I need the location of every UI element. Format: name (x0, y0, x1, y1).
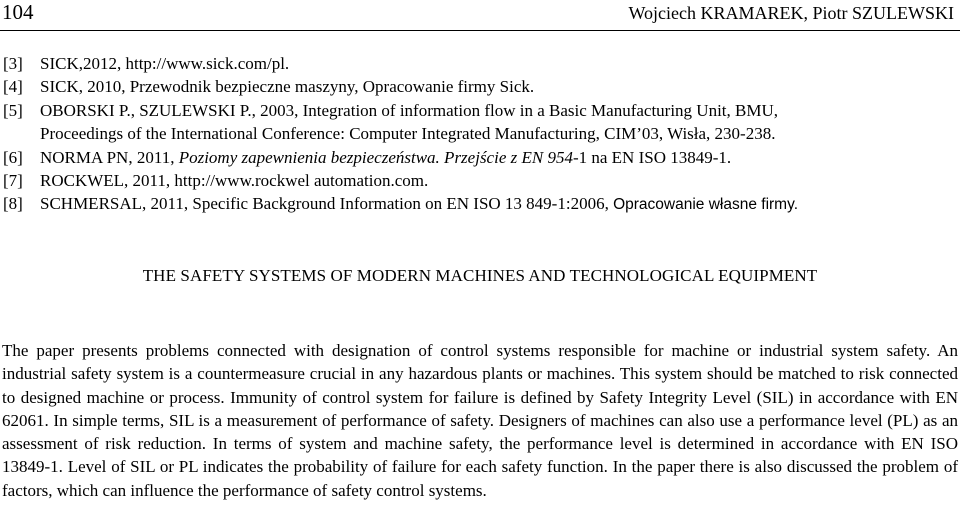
reference-text (40, 99, 958, 146)
reference-8 (0, 192, 960, 215)
page-header (0, 0, 960, 31)
reference-number: [4] (3, 77, 23, 97)
running-authors: Wojciech KRAMAREK, Piotr SZULEWSKI (628, 3, 954, 23)
reference-main: SCHMERSAL, 2011, Specific Background Information on EN ISO 13 849-1:2006, (40, 194, 614, 214)
reference-number: [3] (3, 54, 23, 73)
reference-number: [8] (3, 194, 23, 214)
reference-number: [7] (3, 170, 23, 190)
reference-text (40, 146, 958, 169)
reference-text: ROCKWEL, 2011, http://www.rockwel automation.com. (40, 170, 429, 190)
paper-title: THE SAFETY SYSTEMS OF MODERN MACHINES AND TECHNOLOGICAL EQUIPMENT (142, 266, 818, 285)
reference-text (40, 192, 958, 216)
reference-5 (0, 99, 960, 146)
reference-standard: -1 na EN ISO 13849-1. (572, 147, 732, 167)
reference-text: SICK, 2010, Przewodnik bezpieczne maszyny, Opracowanie firmy Sick. (40, 77, 535, 97)
reference-text: SICK,2012, http://www.sick.com/pl. (40, 54, 290, 73)
reference-note: Opracowanie własne firmy. (613, 196, 798, 214)
reference-7 (0, 169, 960, 192)
reference-line-2: Proceedings of the International Conference: Computer Integrated Manufacturing, CIM’03, Wisła, 230-238. (40, 124, 776, 144)
reference-author-year: NORMA PN, 2011, (40, 147, 179, 167)
reference-list (0, 52, 960, 216)
reference-line-1: OBORSKI P., SZULEWSKI P., 2003, Integration of information flow in a Basic Manufacturing Unit, BMU, (40, 100, 779, 120)
abstract-paragraph: The paper presents problems connected with designation of control systems responsible for machine or industrial system safety. An industrial safety system is a countermeasure crucial in any hazardous plants or machines. This system should be matched to risk connected to designed machine or process. Immunity of control system for failure is defined by Safety Integrity Level (SIL) in accordance with EN 62061. In simple terms, SIL is a measurement of performance of safety. Designers of machines can also use a performance level (PL) as an assessment of risk reduction. In terms of system and machine safety, the performance level is determined in accordance with EN ISO 13849-1. Level of SIL or PL indicates the probability of failure for each safety function. In the paper there is also discussed the problem of factors, which can influence the performance of safety control systems. (2, 341, 958, 500)
reference-6 (0, 146, 960, 169)
page-number: 104 (2, 0, 34, 24)
reference-4 (0, 75, 960, 98)
reference-number: [6] (3, 147, 23, 167)
reference-title-italic: Poziomy zapewnienia bezpieczeństwa. Przejście z EN 954 (178, 147, 573, 167)
reference-3 (0, 52, 960, 75)
reference-number: [5] (3, 100, 23, 120)
